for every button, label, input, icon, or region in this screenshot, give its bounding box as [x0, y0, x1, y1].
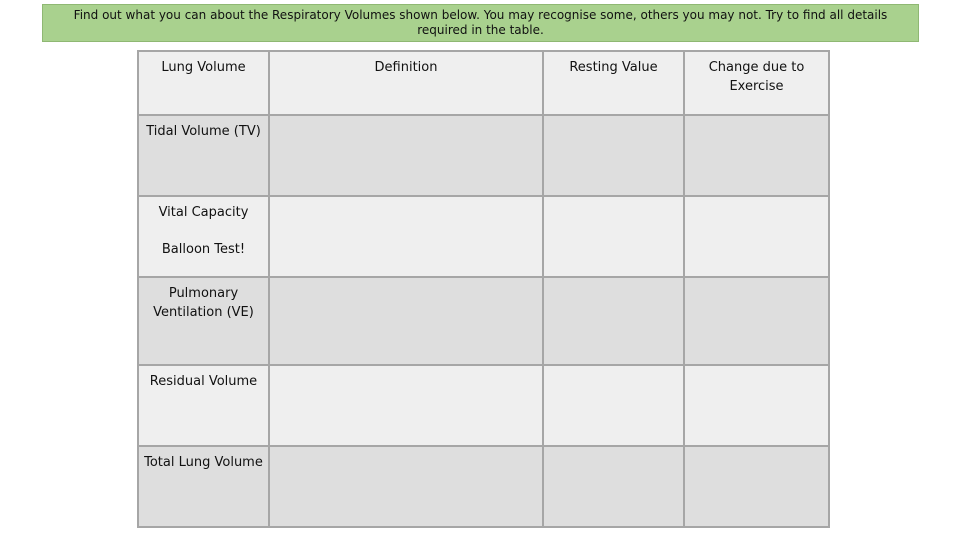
exercise-change-cell — [684, 365, 829, 446]
exercise-change-cell — [684, 277, 829, 365]
lung-volume-label: Vital Capacity — [158, 205, 249, 220]
header-lung-volume: Lung Volume — [138, 51, 269, 115]
exercise-change-cell — [684, 115, 829, 196]
exercise-change-cell — [684, 446, 829, 527]
table-row — [138, 446, 829, 527]
resting-value-cell — [543, 115, 684, 196]
header-row — [138, 51, 829, 115]
header-resting-value: Resting Value — [543, 51, 684, 115]
respiratory-volumes-table — [137, 50, 830, 528]
table-row — [138, 115, 829, 196]
instructions-banner — [42, 4, 919, 42]
definition-cell — [269, 446, 543, 527]
instructions-text: Find out what you can about the Respiratory Volumes shown below. You may recognise some, others you may not. Try to find all details required in the table. — [73, 8, 888, 37]
resting-value-cell — [543, 196, 684, 277]
lung-volume-cell: Pulmonary Ventilation (VE) — [138, 277, 269, 365]
row-note: Balloon Test! — [161, 242, 246, 257]
table-row — [138, 365, 829, 446]
header-definition: Definition — [269, 51, 543, 115]
lung-volume-cell: Total Lung Volume — [138, 446, 269, 527]
lung-volume-cell: Residual Volume — [138, 365, 269, 446]
resting-value-cell — [543, 277, 684, 365]
definition-cell — [269, 277, 543, 365]
resting-value-cell — [543, 365, 684, 446]
table-row — [138, 277, 829, 365]
exercise-change-cell — [684, 196, 829, 277]
lung-volume-cell: Tidal Volume (TV) — [138, 115, 269, 196]
definition-cell — [269, 365, 543, 446]
header-change-exercise: Change due to Exercise — [684, 51, 829, 115]
definition-cell — [269, 196, 543, 277]
resting-value-cell — [543, 446, 684, 527]
table-row — [138, 196, 829, 277]
lung-volume-cell — [138, 196, 269, 277]
definition-cell — [269, 115, 543, 196]
